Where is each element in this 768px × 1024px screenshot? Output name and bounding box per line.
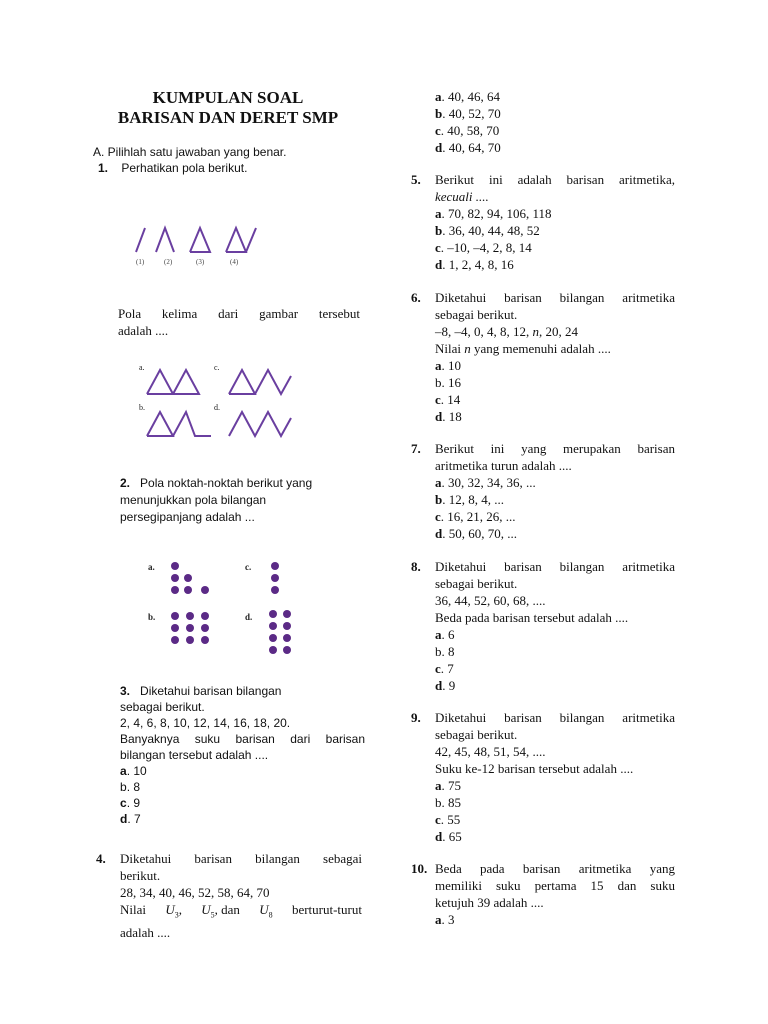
question-text: Berikut ini yang merupakan barisan: [435, 441, 675, 456]
option-text: . 55: [440, 812, 461, 827]
fig-label: (4): [230, 258, 239, 266]
dot: [269, 634, 277, 642]
option-letter: c: [435, 240, 441, 255]
option[interactable]: [411, 256, 675, 273]
option-letter: c: [120, 796, 127, 810]
pattern-figure: [130, 220, 280, 270]
subscript: 3: [174, 910, 179, 920]
option-a-shape: [173, 370, 199, 394]
dot: [271, 586, 279, 594]
question-text: berikut.: [120, 868, 161, 883]
option-text: . 30, 32, 34, 36, ...: [441, 475, 536, 490]
option-text: . 9: [126, 796, 141, 810]
dot: [271, 574, 279, 582]
question-text: 36, 44, 52, 60, 68, ....: [435, 593, 546, 608]
text: Nilai: [120, 902, 146, 917]
question-10: [411, 860, 675, 928]
option-letter: c: [435, 661, 441, 676]
option[interactable]: [411, 525, 675, 542]
option-text: . 36, 40, 44, 48, 52: [442, 223, 540, 238]
option-text: . 40, 64, 70: [442, 140, 501, 155]
option-letter: a: [435, 627, 442, 642]
question-text: Berikut ini adalah barisan aritmetika,: [435, 172, 675, 187]
fig-label: (3): [196, 258, 205, 266]
dot: [171, 624, 179, 632]
option-text: . 50, 60, 70, ...: [442, 526, 517, 541]
question-number: 7.: [411, 441, 421, 456]
dot: [283, 610, 291, 618]
option[interactable]: [435, 88, 501, 105]
dot: [186, 636, 194, 644]
dot: [269, 646, 277, 654]
title-line-1: KUMPULAN SOAL: [152, 88, 304, 107]
option[interactable]: [411, 643, 675, 660]
dot: [283, 634, 291, 642]
option-text: . 7: [127, 812, 141, 826]
option-label: b.: [139, 403, 145, 412]
q1-question-line-1: Pola kelima dari gambar tersebut: [118, 306, 360, 321]
option-letter: b: [435, 375, 442, 390]
option-letter: d: [120, 812, 128, 826]
option-label: d.: [214, 403, 220, 412]
question-number: 5.: [411, 172, 421, 187]
question-text: Pola noktah-noktah berikut yang: [140, 476, 313, 490]
question-7: [411, 440, 675, 542]
option[interactable]: [120, 811, 365, 827]
text: Nilai: [435, 341, 461, 356]
question-text: Diketahui barisan bilangan: [140, 684, 282, 698]
option-letter: d: [435, 257, 443, 272]
dot: [186, 624, 194, 632]
option-letter: d: [435, 678, 443, 693]
option[interactable]: [411, 408, 675, 425]
option-text: . 8: [441, 644, 455, 659]
option-text: . 10: [441, 358, 461, 373]
math-var: U: [259, 902, 269, 917]
q1-options-figure: [135, 360, 305, 445]
dot: [186, 612, 194, 620]
option-text: . 40, 46, 64: [441, 89, 500, 104]
option[interactable]: [411, 222, 675, 239]
option-d-shape: [229, 412, 291, 436]
option-letter: b: [435, 223, 443, 238]
text: ,: [178, 902, 182, 917]
dot: [171, 612, 179, 620]
option-letter: a: [435, 206, 442, 221]
option-label: c.: [214, 363, 220, 372]
option-text: . 6: [441, 627, 455, 642]
question-text: Diketahui barisan bilangan aritmetika: [435, 710, 675, 725]
question-number: 1.: [98, 161, 109, 175]
question-text: Beda pada barisan tersebut adalah ....: [435, 610, 629, 625]
question-5: [411, 171, 675, 273]
option-text: . 75: [441, 778, 461, 793]
question-9: [411, 709, 675, 845]
question-number: 10.: [411, 861, 428, 876]
option-text: . 10: [126, 764, 147, 778]
question-text: [96, 901, 362, 924]
option-label: d.: [245, 612, 253, 622]
option-letter: b: [435, 492, 443, 507]
dot: [269, 622, 277, 630]
option-text: . –10, –4, 2, 8, 14: [440, 240, 532, 255]
question-text: Diketahui barisan bilangan aritmetika: [435, 290, 675, 305]
option-label: c.: [245, 562, 252, 572]
option[interactable]: [411, 626, 675, 643]
option-c-shape: [229, 370, 255, 394]
text: , 20, 24: [539, 324, 578, 339]
dot: [201, 624, 209, 632]
question-text: sebagai berikut.: [120, 700, 205, 714]
option-text: . 85: [441, 795, 461, 810]
dot: [171, 586, 179, 594]
option-c-shape: [255, 370, 291, 394]
subscript: 8: [268, 910, 273, 920]
dot: [171, 562, 179, 570]
option[interactable]: [411, 911, 675, 928]
question-1: [98, 160, 247, 176]
option-text: . 8: [126, 780, 141, 794]
math-var: U: [165, 902, 175, 917]
option-text: . 40, 58, 70: [440, 123, 500, 138]
question-text: Suku ke-12 barisan tersebut adalah ....: [435, 761, 634, 776]
option-text: . 14: [440, 392, 461, 407]
option-b-shape: [173, 412, 211, 436]
question-text: aritmetika turun adalah ....: [435, 458, 572, 473]
question-text: 28, 34, 40, 46, 52, 58, 64, 70: [120, 885, 270, 900]
question-6: [411, 289, 675, 425]
question-text: memiliki suku pertama 15 dan suku: [435, 878, 675, 893]
option-text: . 16: [441, 375, 461, 390]
option[interactable]: [435, 139, 501, 156]
option-letter: d: [435, 829, 443, 844]
option[interactable]: [411, 391, 675, 408]
question-number: 2.: [120, 476, 131, 490]
question-3: [120, 683, 365, 827]
dot: [269, 610, 277, 618]
option-a-shape: [147, 370, 173, 394]
option-text: . 65: [442, 829, 462, 844]
option[interactable]: [411, 660, 675, 677]
option-label: a.: [148, 562, 155, 572]
option-letter: b: [435, 795, 442, 810]
option-text: . 70, 82, 94, 106, 118: [441, 206, 552, 221]
option-b-shape: [147, 412, 173, 436]
dot: [201, 612, 209, 620]
option-letter: c: [435, 392, 441, 407]
option-letter: a: [435, 778, 442, 793]
option-letter: b: [435, 106, 443, 121]
option-letter: b: [435, 644, 442, 659]
option-text: . 1, 2, 4, 8, 16: [442, 257, 514, 272]
option-label: b.: [148, 612, 156, 622]
question-8: [411, 558, 675, 694]
option[interactable]: [120, 779, 365, 795]
q2-dots-figure: [145, 558, 305, 658]
option[interactable]: [411, 239, 675, 256]
subscript: 5: [210, 910, 215, 920]
dot: [201, 636, 209, 644]
question-text: sebagai berikut.: [435, 727, 518, 742]
option-letter: d: [435, 526, 443, 541]
option[interactable]: [411, 811, 675, 828]
option[interactable]: [120, 795, 365, 811]
dot: [171, 636, 179, 644]
question-text: kecuali ....: [435, 189, 489, 204]
dot: [184, 586, 192, 594]
option-letter: a: [435, 912, 442, 927]
q4-options: [435, 88, 501, 156]
question-number: 6.: [411, 290, 421, 305]
title-line-2: BARISAN DAN DERET SMP: [117, 108, 339, 127]
option-text: . 40, 52, 70: [442, 106, 501, 121]
option-letter: a: [120, 764, 127, 778]
stick: [156, 228, 174, 252]
option[interactable]: [411, 828, 675, 845]
dot: [171, 574, 179, 582]
option-letter: c: [435, 812, 441, 827]
option[interactable]: [435, 105, 501, 122]
question-text: 2, 4, 6, 8, 10, 12, 14, 16, 18, 20.: [120, 716, 291, 730]
q1-question-line-2: adalah ....: [118, 323, 169, 338]
text: , dan: [214, 902, 240, 917]
text: berturut-turut: [291, 902, 362, 917]
option[interactable]: [411, 677, 675, 694]
question-4: [96, 850, 362, 941]
fig-label: (2): [164, 258, 173, 266]
option[interactable]: [411, 777, 675, 794]
dot: [201, 586, 209, 594]
option[interactable]: [411, 357, 675, 374]
question-number: 4.: [96, 851, 106, 866]
dot: [184, 574, 192, 582]
option-letter: a: [435, 89, 442, 104]
option-text: . 12, 8, 4, ...: [442, 492, 504, 507]
option-letter: c: [435, 123, 441, 138]
stick: [226, 228, 246, 252]
math-var: n: [464, 341, 471, 356]
math-var: n: [532, 324, 539, 339]
question-text: Diketahui barisan bilangan aritmetika: [435, 559, 675, 574]
question-number: 3.: [120, 684, 131, 698]
q2-line-2: menunjukkan pola bilangan: [120, 493, 267, 507]
dot: [283, 622, 291, 630]
q2-line-3: persegipanjang adalah ...: [120, 510, 255, 524]
question-text: Beda pada barisan aritmetika yang: [435, 861, 675, 876]
option[interactable]: [411, 474, 675, 491]
question-text: 42, 45, 48, 51, 54, ....: [435, 744, 546, 759]
stick: [136, 228, 145, 252]
math-var: U: [201, 902, 211, 917]
text: yang memenuhi adalah ....: [474, 341, 611, 356]
question-text: bilangan tersebut adalah ....: [120, 748, 269, 762]
option-letter: d: [435, 409, 443, 424]
dot: [271, 562, 279, 570]
question-text: sebagai berikut.: [435, 307, 518, 322]
option-letter: c: [435, 509, 441, 524]
instruction: A. Pilihlah satu jawaban yang benar.: [93, 145, 287, 159]
option[interactable]: [120, 763, 365, 779]
option[interactable]: [411, 205, 675, 222]
question-text: ketujuh 39 adalah ....: [435, 895, 544, 910]
option-label: a.: [139, 363, 145, 372]
option[interactable]: [411, 508, 675, 525]
fig-label: (1): [136, 258, 145, 266]
question-2: [120, 475, 312, 491]
question-number: 9.: [411, 710, 421, 725]
question-text: sebagai berikut.: [435, 576, 518, 591]
option[interactable]: [411, 794, 675, 811]
option-text: . 7: [440, 661, 454, 676]
option[interactable]: [435, 122, 501, 139]
question-number: 8.: [411, 559, 421, 574]
stick: [246, 228, 256, 252]
question-text: adalah ....: [120, 924, 171, 940]
option[interactable]: [411, 374, 675, 391]
text: –8, –4, 0, 4, 8, 12,: [435, 324, 530, 339]
option[interactable]: [411, 491, 675, 508]
option-text: . 16, 21, 26, ...: [440, 509, 516, 524]
option-text: . 18: [442, 409, 462, 424]
question-text: Perhatikan pola berikut.: [121, 161, 248, 175]
option-letter: a: [435, 358, 442, 373]
question-text: Diketahui barisan bilangan sebagai: [120, 851, 362, 866]
question-text: Banyaknya suku barisan dari barisan: [120, 732, 365, 746]
option-text: . 9: [442, 678, 456, 693]
option-letter: d: [435, 140, 443, 155]
dot: [283, 646, 291, 654]
option-letter: b: [120, 780, 127, 794]
stick: [190, 228, 210, 252]
option-text: . 3: [441, 912, 455, 927]
option-letter: a: [435, 475, 442, 490]
